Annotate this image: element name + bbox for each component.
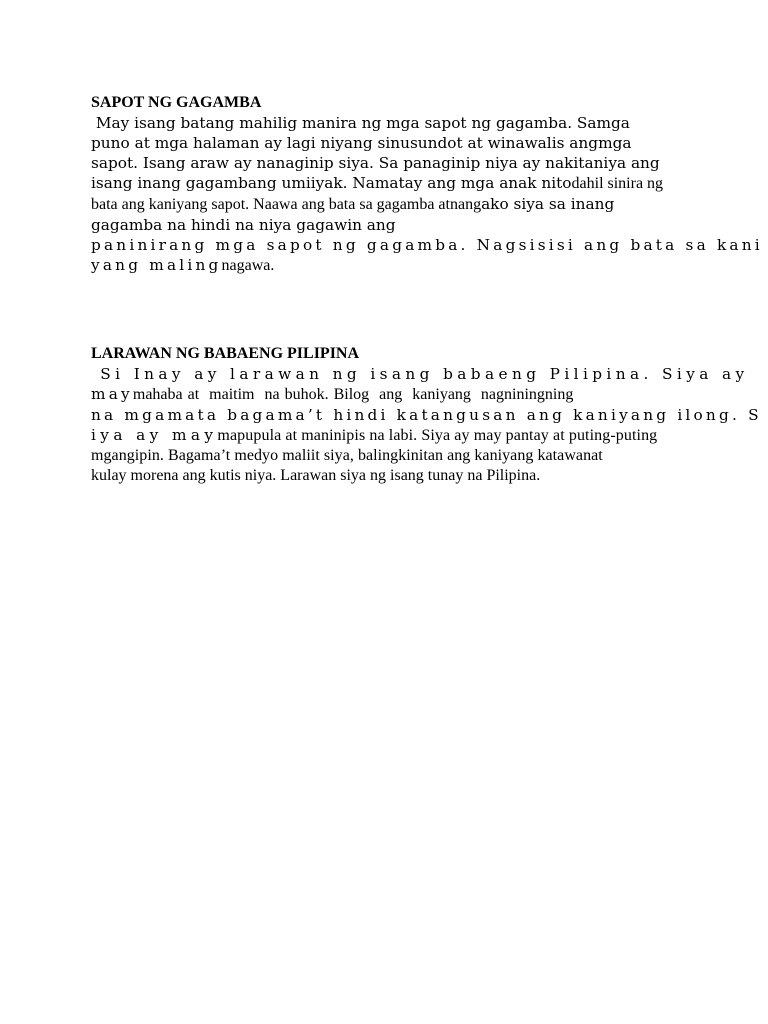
text-run: yang maling bbox=[91, 256, 222, 274]
section-larawan-ng-babaeng-pilipina bbox=[91, 344, 762, 486]
paragraph-line: Si Inay ay larawan ng isang babaeng Pilipina. Siya ay bbox=[91, 365, 749, 383]
paragraph-line: kulay morena ang kutis niya. Larawan siya ng isang tunay na Pilipina. bbox=[91, 467, 541, 484]
text-run: iya ay may bbox=[91, 426, 218, 444]
text-run: ako siya sa inang bbox=[481, 195, 615, 213]
paragraph-line: sapot. Isang araw ay nanaginip siya. Sa panaginip niya ay nakitaniya ang bbox=[91, 154, 660, 172]
text-run: dahil sinira ng bbox=[571, 175, 664, 192]
paragraph-line bbox=[91, 384, 678, 405]
section-sapot-ng-gagamba bbox=[91, 93, 763, 276]
paragraph-line bbox=[91, 173, 678, 194]
paragraph-line bbox=[91, 255, 678, 276]
section-title: SAPOT NG GAGAMBA bbox=[91, 94, 262, 111]
text-run: bata ang kaniyang sapot. Naawa ang bata sa gagamba atnang bbox=[91, 196, 482, 213]
paragraph-line: paninirang mga sapot ng gagamba. Nagsisisi ang bata sa kani bbox=[91, 236, 763, 254]
text-run: isang inang gagambang umiiyak. Namatay ang mga anak nito bbox=[91, 174, 572, 192]
text-run: may bbox=[91, 385, 133, 403]
paragraph-line bbox=[91, 194, 678, 215]
text-run: nagawa. bbox=[221, 257, 275, 274]
text-run: mapupula at maninipis na labi. Siya ay may pantay at puting-puting bbox=[217, 427, 658, 444]
paragraph-line: gagamba na hindi na niya gagawin ang bbox=[91, 216, 396, 234]
paragraph-line bbox=[91, 425, 678, 446]
paragraph-line: puno at mga halaman ay lagi niyang sinusundot at winawalis angmga bbox=[91, 134, 632, 152]
paragraph-line: mgangipin. Bagama’t medyo maliit siya, balingkinitan ang kaniyang katawanat bbox=[91, 447, 603, 464]
paragraph-line: na mgamata bagama’t hindi katangusan ang kaniyang ilong. S bbox=[91, 406, 762, 424]
section-title: LARAWAN NG BABAENG PILIPINA bbox=[91, 345, 360, 362]
text-run: mahaba at maitim na buhok. Bilog ang kaniyang nagniningning bbox=[132, 386, 574, 403]
paragraph-line: May isang batang mahilig manira ng mga sapot ng gagamba. Samga bbox=[91, 114, 630, 132]
